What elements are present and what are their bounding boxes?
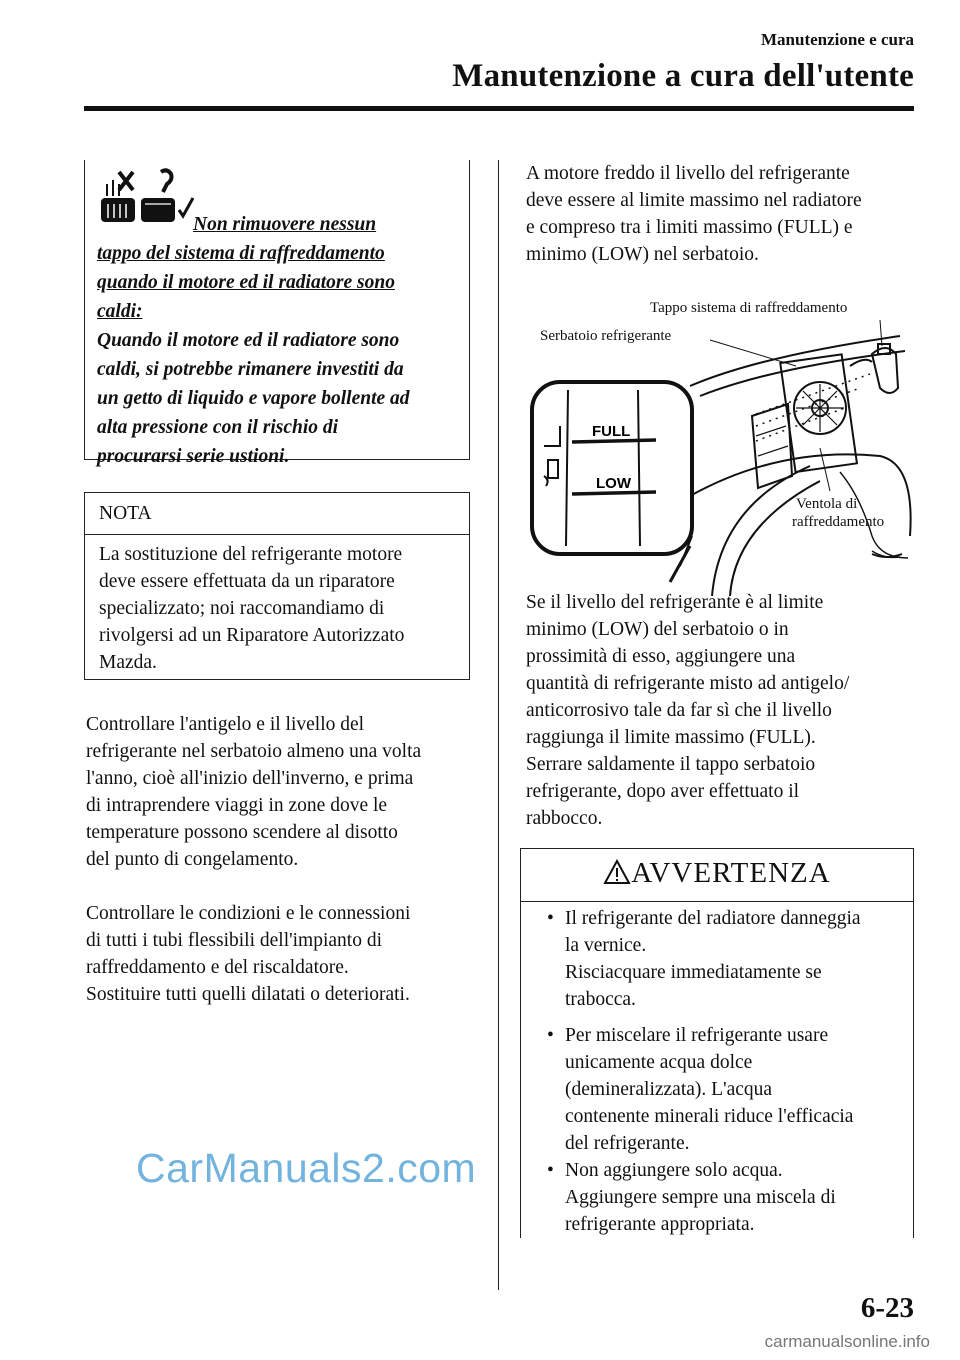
text-line: deve essere al limite massimo nel radiatore [526, 190, 862, 211]
text-line: raffreddamento e del riscaldatore. [86, 957, 349, 978]
text-line: del refrigerante. [565, 1133, 690, 1154]
text-line: Risciacquare immediatamente se [565, 962, 822, 983]
warning-line: caldi: [97, 301, 143, 322]
text-line: rabbocco. [526, 808, 603, 829]
warning-box [84, 160, 470, 467]
text-line: prossimità di esso, aggiungere una [526, 646, 796, 667]
warning-line: Quando il motore ed il radiatore sono [97, 330, 400, 351]
note-box [84, 492, 470, 680]
text-line: refrigerante, dopo aver effettuato il [526, 781, 800, 802]
caution-item [545, 905, 905, 1013]
warning-line: un getto di liquido e vapore bollente ad [97, 388, 410, 409]
bullet: • [547, 908, 554, 929]
paragraph-check-antifreeze [86, 711, 421, 873]
caution-title: AVVERTENZA [631, 857, 831, 889]
caution-heading [521, 857, 913, 890]
text-line: Per miscelare il refrigerante usare [565, 1025, 829, 1046]
note-line: specializzato; noi raccomandiamo di [99, 598, 385, 619]
text-line: di tutti i tubi flessibili dell'impianto di [86, 930, 383, 951]
note-line: Mazda. [99, 652, 157, 673]
page-title: Manutenzione a cura dell'utente [452, 58, 914, 94]
caution-box [520, 848, 914, 1238]
warning-line: caldi, si potrebbe rimanere investiti da [97, 359, 404, 380]
text-line: Non aggiungere solo acqua. [565, 1160, 783, 1181]
warning-triangle-icon [603, 859, 631, 885]
text-line: trabocca. [565, 989, 636, 1010]
text-line: del punto di congelamento. [86, 849, 299, 870]
text-line: la vernice. [565, 935, 647, 956]
caution-item [545, 1157, 905, 1238]
label-coolant-reservoir: Serbatoio refrigerante [540, 328, 672, 344]
label-fan-2: raffreddamento [792, 514, 885, 530]
footer-site: carmanualsonline.info [764, 1332, 930, 1351]
caution-divider [521, 901, 913, 902]
header-divider [84, 106, 914, 111]
coolant-reservoir-illustration [520, 296, 920, 596]
warning-line: tappo del sistema di raffreddamento [97, 243, 385, 264]
paragraph-cold-engine-level [526, 160, 862, 268]
label-fan-1: Ventola di [796, 496, 858, 512]
note-line: La sostituzione del refrigerante motore [99, 544, 403, 565]
text-line: Serrare saldamente il tappo serbatoio [526, 754, 816, 775]
bullet: • [547, 1160, 554, 1181]
warning-line: alta pressione con il rischio di [97, 417, 339, 438]
warning-line: quando il motore ed il radiatore sono [97, 272, 395, 293]
text-line: Controllare le condizioni e le connessioni [86, 903, 411, 924]
page-number: 6-23 [860, 1292, 914, 1324]
text-line: refrigerante appropriata. [565, 1214, 755, 1235]
watermark: CarManuals2.com [136, 1145, 477, 1191]
warning-line: Non rimuovere nessun [193, 214, 377, 235]
text-line: contenente minerali riduce l'efficacia [565, 1106, 854, 1127]
text-line: quantità di refrigerante misto ad antigelo/ [526, 673, 850, 694]
text-line: Sostituire tutti quelli dilatati o deteriorati. [86, 984, 410, 1005]
bullet: • [547, 1025, 554, 1046]
text-line: anticorrosivo tale da far sì che il livello [526, 700, 832, 721]
text-line: refrigerante nel serbatoio almeno una volta [86, 741, 422, 762]
text-line: raggiunga il limite massimo (FULL). [526, 727, 816, 748]
text-line: minimo (LOW) del serbatoio o in [526, 619, 789, 640]
text-line: temperature possono scendere al disotto [86, 822, 398, 843]
text-line: unicamente acqua dolce [565, 1052, 753, 1073]
text-line: l'anno, cioè all'inizio dell'inverno, e prima [86, 768, 414, 789]
text-line: Il refrigerante del radiatore danneggia [565, 908, 861, 929]
text-line: di intraprendere viaggi in zone dove le [86, 795, 388, 816]
label-cooling-cap: Tappo sistema di raffreddamento [650, 300, 848, 316]
text-line: minimo (LOW) nel serbatoio. [526, 244, 759, 265]
text-line: (demineralizzata). L'acqua [565, 1079, 773, 1100]
text-line: A motore freddo il livello del refrigerante [526, 163, 850, 184]
text-line: Se il livello del refrigerante è al limite [526, 592, 824, 613]
note-line: deve essere effettuata da un riparatore [99, 571, 395, 592]
section-title: Manutenzione e cura [761, 30, 914, 49]
text-line: Aggiungere sempre una miscela di [565, 1187, 836, 1208]
low-mark: LOW [596, 475, 631, 492]
column-divider [498, 160, 499, 1290]
full-mark: FULL [592, 423, 631, 440]
text-line: e compreso tra i limiti massimo (FULL) e [526, 217, 853, 238]
warning-line: procurarsi serie ustioni. [97, 446, 290, 467]
text-line: Controllare l'antigelo e il livello del [86, 714, 365, 735]
note-heading: NOTA [85, 493, 469, 535]
note-line: rivolgersi ad un Riparatore Autorizzato [99, 625, 405, 646]
caution-item [545, 1022, 905, 1157]
paragraph-low-level [526, 589, 849, 832]
paragraph-check-hoses [86, 900, 410, 1008]
